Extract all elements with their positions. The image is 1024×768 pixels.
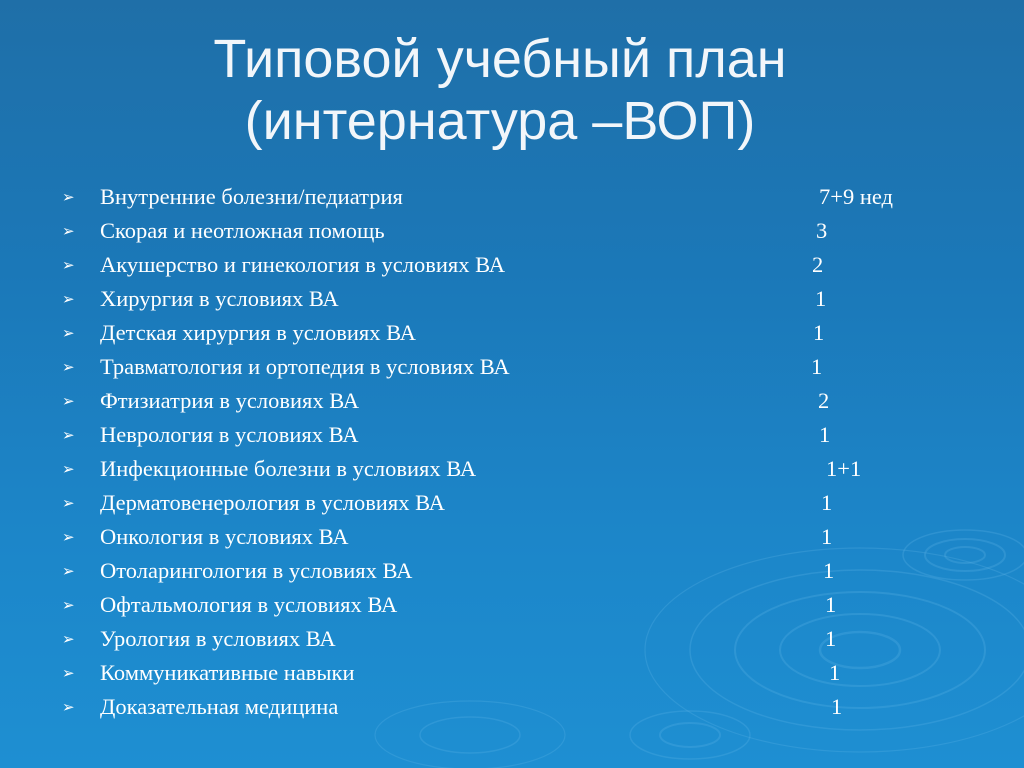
duration-value: 1 [831,694,843,719]
slide-title [0,28,1000,152]
duration-value: 1 [821,524,833,549]
list-item [62,418,962,452]
arrow-bullet-icon: ➢ [62,630,75,648]
list-item [62,486,962,520]
discipline-label: Доказательная медицина [100,694,339,719]
list-item [62,214,962,248]
discipline-label: Урология в условиях ВА [100,626,336,651]
duration-value: 1 [811,354,823,379]
arrow-bullet-icon: ➢ [62,324,75,342]
list-item [62,452,962,486]
arrow-bullet-icon: ➢ [62,528,75,546]
arrow-bullet-icon: ➢ [62,426,75,444]
duration-value: 1 [825,626,837,651]
arrow-bullet-icon: ➢ [62,494,75,512]
arrow-bullet-icon: ➢ [62,256,75,274]
arrow-bullet-icon: ➢ [62,188,75,206]
discipline-label: Акушерство и гинекология в условиях ВА [100,252,505,277]
discipline-label: Онкология в условиях ВА [100,524,349,549]
discipline-label: Дерматовенерология в условиях ВА [100,490,445,515]
list-item [62,384,962,418]
duration-value: 1 [813,320,825,345]
list-item [62,588,962,622]
list-item [62,282,962,316]
duration-value: 1 [815,286,827,311]
duration-value: 1 [821,490,833,515]
discipline-label: Скорая и неотложная помощь [100,218,385,243]
arrow-bullet-icon: ➢ [62,698,75,716]
duration-value: 3 [816,218,828,243]
discipline-label: Инфекционные болезни в условиях ВА [100,456,477,481]
arrow-bullet-icon: ➢ [62,664,75,682]
list-item [62,554,962,588]
arrow-bullet-icon: ➢ [62,460,75,478]
discipline-label: Фтизиатрия в условиях ВА [100,388,360,413]
discipline-label: Офтальмология в условиях ВА [100,592,398,617]
arrow-bullet-icon: ➢ [62,562,75,580]
list-item [62,520,962,554]
list-item [62,180,962,214]
arrow-bullet-icon: ➢ [62,392,75,410]
arrow-bullet-icon: ➢ [62,596,75,614]
discipline-label: Неврология в условиях ВА [100,422,359,447]
duration-value: 2 [812,252,824,277]
arrow-bullet-icon: ➢ [62,222,75,240]
title-line-1: Типовой учебный план [213,29,787,89]
duration-value: 1 [823,558,835,583]
discipline-label: Коммуникативные навыки [100,660,355,685]
duration-value: 1 [819,422,831,447]
duration-value: 1 [825,592,837,617]
arrow-bullet-icon: ➢ [62,358,75,376]
list-item [62,350,962,384]
discipline-label: Внутренние болезни/педиатрия [100,184,403,209]
duration-value: 7+9 нед [819,184,893,209]
discipline-label: Хирургия в условиях ВА [100,286,339,311]
list-item [62,656,962,690]
discipline-label: Травматология и ортопедия в условиях ВА [100,354,510,379]
duration-value: 2 [818,388,830,413]
arrow-bullet-icon: ➢ [62,290,75,308]
discipline-label: Детская хирургия в условиях ВА [100,320,416,345]
list-item [62,690,962,724]
list-item [62,316,962,350]
title-line-2: (интернатура –ВОП) [244,91,756,151]
duration-value: 1+1 [826,456,862,481]
list-item [62,622,962,656]
discipline-label: Отоларингология в условиях ВА [100,558,413,583]
list-item [62,248,962,282]
duration-value: 1 [829,660,841,685]
curriculum-list [62,180,962,724]
